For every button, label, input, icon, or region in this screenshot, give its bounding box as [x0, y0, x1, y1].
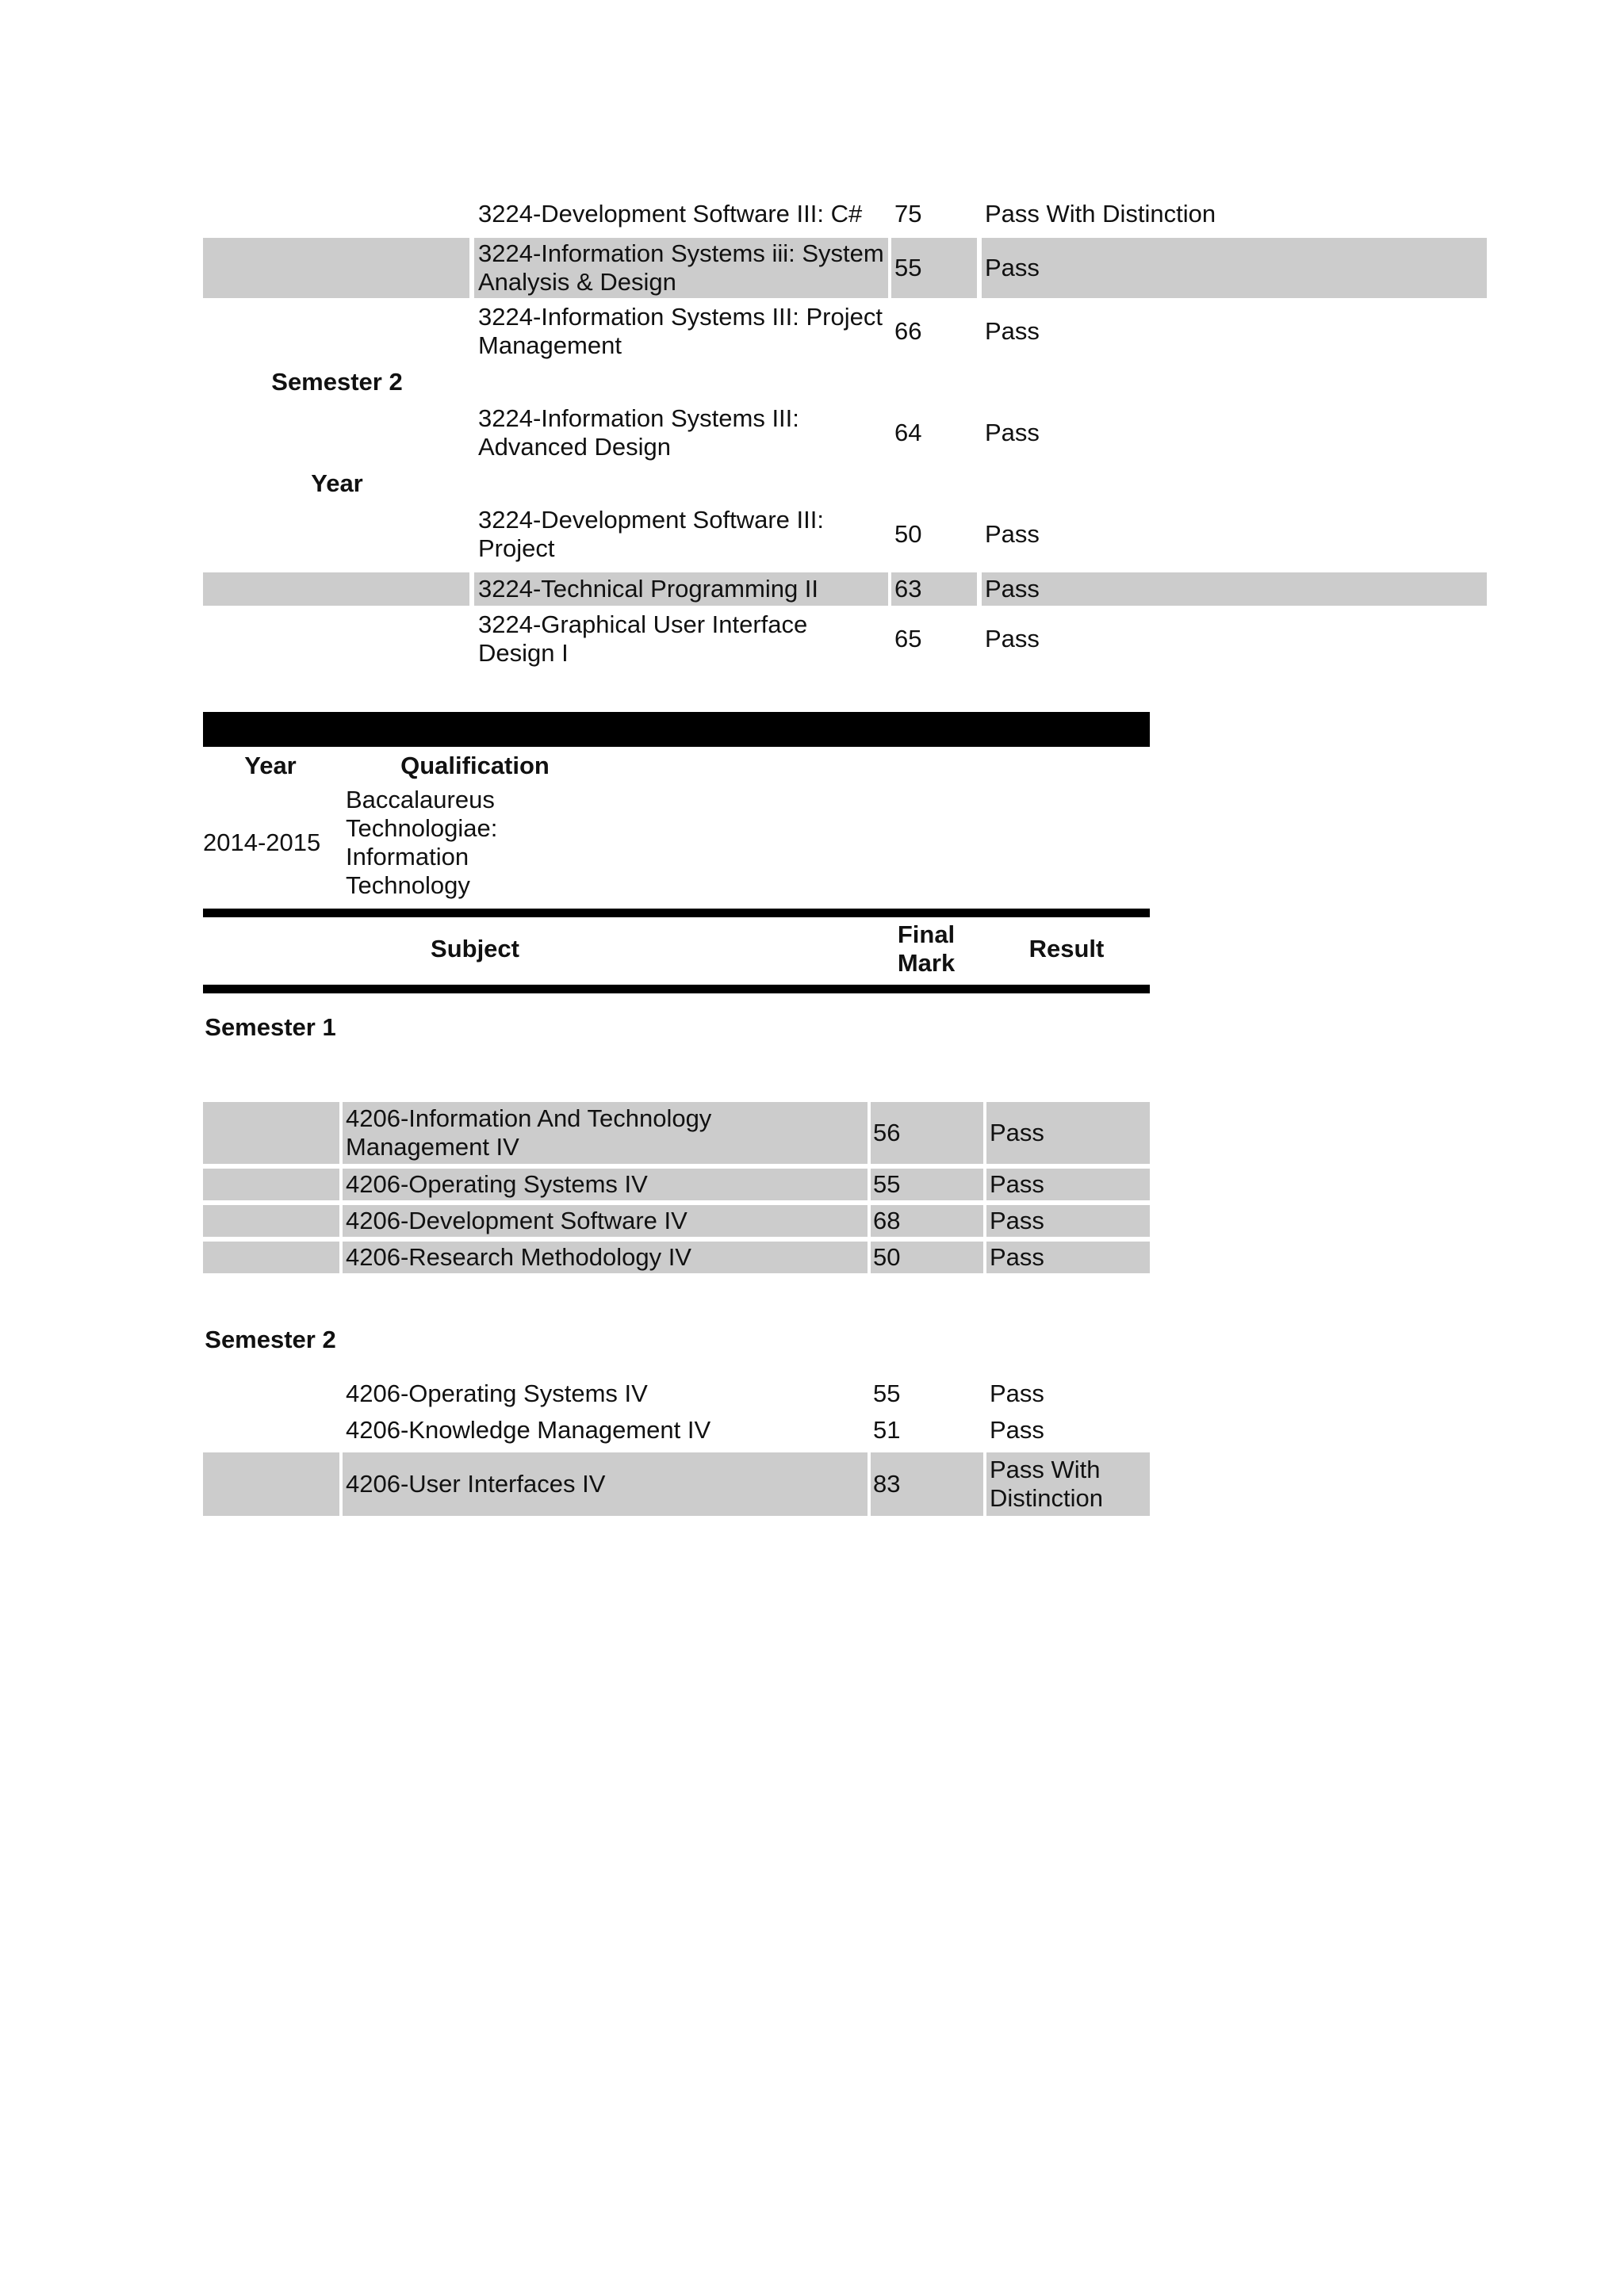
year-value: 2014-2015: [203, 828, 321, 856]
mark-cell: 50: [894, 520, 922, 548]
subject-cell: 3224-Information Systems III: Advanced Design: [478, 404, 799, 461]
row-shade: [203, 1169, 339, 1200]
subject-cell: 4206-Operating Systems IV: [346, 1170, 648, 1198]
qualification-header: Qualification: [400, 752, 550, 779]
mark-cell: 65: [894, 625, 922, 652]
result-cell: Pass: [990, 1380, 1044, 1407]
divider: [203, 909, 1150, 917]
row-shade: [203, 572, 469, 606]
subject-cell: 4206-Research Methodology IV: [346, 1243, 691, 1271]
year-header: Year: [244, 752, 297, 779]
row-shade: [203, 1102, 339, 1164]
subject-cell: 3224-Development Software III: C#: [478, 200, 863, 228]
result-cell: Pass: [985, 520, 1040, 548]
subject-cell: 3224-Information Systems III: Project Management: [478, 303, 883, 359]
mark-cell: 50: [873, 1243, 901, 1271]
result-cell: Pass: [985, 575, 1040, 603]
result-cell: Pass: [990, 1243, 1044, 1271]
mark-cell: 63: [894, 575, 922, 603]
result-cell: Pass: [990, 1119, 1044, 1146]
result-cell: Pass: [990, 1170, 1044, 1198]
subject-cell: 4206-User Interfaces IV: [346, 1470, 606, 1498]
qualification-value: Baccalaureus Technologiae: Information Technology: [346, 786, 498, 899]
result-cell: Pass: [985, 625, 1040, 652]
subject-cell: 4206-Information And Technology Management IV: [346, 1104, 712, 1161]
year-label: Year: [311, 469, 363, 497]
semester-1-label: Semester 1: [205, 1013, 336, 1041]
mark-cell: 55: [873, 1170, 901, 1198]
result-header: Result: [1028, 935, 1105, 962]
row-shade: [203, 238, 469, 298]
mark-cell: 68: [873, 1207, 901, 1234]
row-shade: [203, 1205, 339, 1237]
subject-cell: 4206-Development Software IV: [346, 1207, 688, 1234]
mark-cell: 55: [894, 254, 922, 281]
subject-header: Subject: [431, 935, 519, 962]
mark-cell: 56: [873, 1119, 901, 1146]
semester-2-label: Semester 2: [205, 1326, 336, 1353]
result-cell: Pass: [985, 254, 1040, 281]
result-cell: Pass: [990, 1416, 1044, 1444]
subject-cell: 4206-Operating Systems IV: [346, 1380, 648, 1407]
subject-cell: 4206-Knowledge Management IV: [346, 1416, 711, 1444]
mark-cell: 75: [894, 200, 922, 228]
result-cell: Pass With Distinction: [990, 1456, 1103, 1512]
subject-cell: 3224-Information Systems iii: System Analysis & Design: [478, 239, 884, 296]
row-shade: [203, 1452, 339, 1516]
mark-cell: 66: [894, 317, 922, 345]
mark-cell: 64: [894, 419, 922, 446]
mark-cell: 51: [873, 1416, 901, 1444]
result-cell: Pass: [990, 1207, 1044, 1234]
divider: [203, 985, 1150, 993]
row-shade: [203, 1242, 339, 1273]
subject-cell: 3224-Graphical User Interface Design I: [478, 610, 808, 667]
mark-cell: 55: [873, 1380, 901, 1407]
final-mark-header: Final Mark: [897, 920, 956, 977]
subject-cell: 3224-Development Software III: Project: [478, 506, 824, 562]
result-cell: Pass: [985, 419, 1040, 446]
result-cell: Pass: [985, 317, 1040, 345]
mark-cell: 83: [873, 1470, 901, 1498]
subject-cell: 3224-Technical Programming II: [478, 575, 819, 603]
semester-label: Semester 2: [271, 368, 403, 396]
header-bar: [203, 712, 1150, 747]
result-cell: Pass With Distinction: [985, 200, 1216, 228]
